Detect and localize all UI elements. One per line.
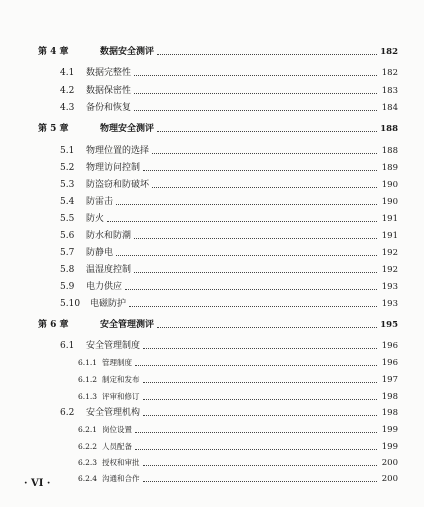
toc-page: 190 [381, 197, 398, 207]
toc-leader [134, 271, 377, 273]
toc-title: 防静电 [86, 248, 114, 258]
toc-subsection [78, 423, 398, 437]
toc-page: 192 [381, 248, 398, 258]
toc-leader [134, 109, 377, 111]
toc-page: 192 [381, 265, 398, 275]
toc-leader [143, 398, 378, 400]
toc-section [60, 101, 398, 115]
toc-chapter [38, 122, 398, 136]
toc-number: 第 4 章 [38, 47, 69, 57]
toc-number: 6.2 [60, 408, 75, 418]
toc-number: 第 6 章 [38, 320, 69, 330]
page-number-footer: · VI · [24, 478, 51, 489]
toc-leader [116, 254, 377, 256]
toc-title: 授权和审批 [102, 458, 140, 467]
toc-number: 6.1.2 [78, 375, 98, 384]
toc-page: 200 [381, 474, 398, 484]
toc-chapter [38, 45, 398, 59]
toc-chapter [38, 318, 398, 332]
toc-title: 沟通和合作 [102, 474, 140, 483]
toc-number: 6.2.3 [78, 458, 98, 467]
toc-page: 193 [381, 282, 398, 292]
toc-leader [143, 480, 378, 482]
toc-page: 196 [381, 341, 398, 351]
toc-number: 5.5 [60, 214, 75, 224]
toc-leader [143, 347, 377, 349]
toc-page: 189 [381, 163, 398, 173]
toc-number: 6.1 [60, 341, 75, 351]
toc-page: 191 [381, 231, 398, 241]
toc-title: 温湿度控制 [86, 265, 132, 275]
toc-section [60, 195, 398, 209]
toc-title: 防盗窃和防破坏 [86, 180, 150, 190]
toc-page: 199 [381, 442, 398, 452]
toc-number: 6.1.3 [78, 392, 98, 401]
toc-section [60, 246, 398, 260]
toc-section [60, 229, 398, 243]
toc-title: 物理访问控制 [86, 163, 141, 173]
toc-leader [143, 381, 378, 383]
toc-page: 193 [381, 299, 398, 309]
toc-number: 第 5 章 [38, 124, 69, 134]
toc-leader [135, 448, 377, 450]
toc-leader [157, 130, 377, 132]
toc-number: 6.2.1 [78, 425, 98, 434]
toc-page: 198 [381, 392, 398, 402]
toc-number: 5.10 [60, 299, 81, 309]
toc-title: 电磁防护 [90, 299, 127, 309]
toc-number: 6.2.4 [78, 474, 98, 483]
toc-page: 183 [381, 86, 398, 96]
toc-leader [125, 288, 377, 290]
toc-page: 190 [381, 180, 398, 190]
toc-title: 安全管理机构 [86, 408, 141, 418]
toc-number: 5.8 [60, 265, 75, 275]
toc-leader [134, 92, 377, 94]
toc-page: 184 [381, 103, 398, 113]
toc-number: 4.3 [60, 103, 75, 113]
toc-number: 5.2 [60, 163, 75, 173]
toc-title: 评审和修订 [102, 392, 140, 401]
toc-page: 197 [381, 375, 398, 385]
toc-title: 物理位置的选择 [86, 146, 150, 156]
toc-section [60, 263, 398, 277]
toc-page: 188 [380, 124, 398, 134]
toc-page: 200 [381, 458, 398, 468]
toc-leader [157, 53, 377, 55]
toc-section [60, 161, 398, 175]
toc-leader [134, 74, 377, 76]
toc-leader [107, 220, 377, 222]
toc-page: 182 [381, 68, 398, 78]
toc-section [60, 339, 398, 353]
toc-leader [143, 464, 378, 466]
toc-section [60, 280, 398, 294]
toc-leader [143, 414, 377, 416]
toc-page: 195 [380, 320, 398, 330]
toc-leader [152, 152, 377, 154]
toc-number: 5.7 [60, 248, 75, 258]
toc-page: 198 [381, 408, 398, 418]
toc-number: 5.4 [60, 197, 75, 207]
toc-section [60, 144, 398, 158]
toc-page: 199 [381, 425, 398, 435]
toc-number: 4.1 [60, 68, 75, 78]
toc-page: 196 [381, 358, 398, 368]
toc-title: 防水和防潮 [86, 231, 132, 241]
toc-number: 6.2.2 [78, 442, 98, 451]
toc-subsection [78, 373, 398, 387]
toc-subsection [78, 356, 398, 370]
toc-title: 安全管理测评 [100, 320, 155, 330]
toc-title: 防雷击 [86, 197, 114, 207]
toc-title: 数据安全测评 [100, 47, 155, 57]
toc-leader [134, 237, 377, 239]
toc-section [60, 84, 398, 98]
toc-number: 6.1.1 [78, 358, 98, 367]
toc-title: 数据完整性 [86, 68, 132, 78]
toc-number: 5.9 [60, 282, 75, 292]
toc-page: 191 [381, 214, 398, 224]
toc-subsection [78, 440, 398, 454]
toc-leader [152, 186, 377, 188]
toc-leader [157, 326, 377, 328]
toc-title: 岗位设置 [102, 425, 132, 434]
toc-leader [143, 169, 377, 171]
toc-number: 4.2 [60, 86, 75, 96]
toc-leader [135, 431, 377, 433]
toc-page: 188 [381, 146, 398, 156]
toc-number: 5.6 [60, 231, 75, 241]
toc-subsection [78, 456, 398, 470]
toc-section [60, 178, 398, 192]
toc-number: 5.1 [60, 146, 75, 156]
toc-title: 备份和恢复 [86, 103, 132, 113]
toc-title: 电力供应 [86, 282, 123, 292]
toc-title: 数据保密性 [86, 86, 132, 96]
toc-leader [135, 364, 377, 366]
toc-subsection [78, 472, 398, 486]
toc-title: 管理制度 [102, 358, 132, 367]
toc-title: 制定和发布 [102, 375, 140, 384]
toc-section [60, 212, 398, 226]
toc-title: 人员配备 [102, 442, 132, 451]
toc-page: 182 [380, 47, 398, 57]
toc-section [60, 66, 398, 80]
toc-section [60, 297, 398, 311]
toc-subsection [78, 390, 398, 404]
toc-leader [116, 203, 377, 205]
toc-number: 5.3 [60, 180, 75, 190]
toc-leader [129, 305, 377, 307]
toc-title: 防火 [86, 214, 105, 224]
toc-title: 安全管理制度 [86, 341, 141, 351]
toc-title: 物理安全测评 [100, 124, 155, 134]
toc-section [60, 406, 398, 420]
